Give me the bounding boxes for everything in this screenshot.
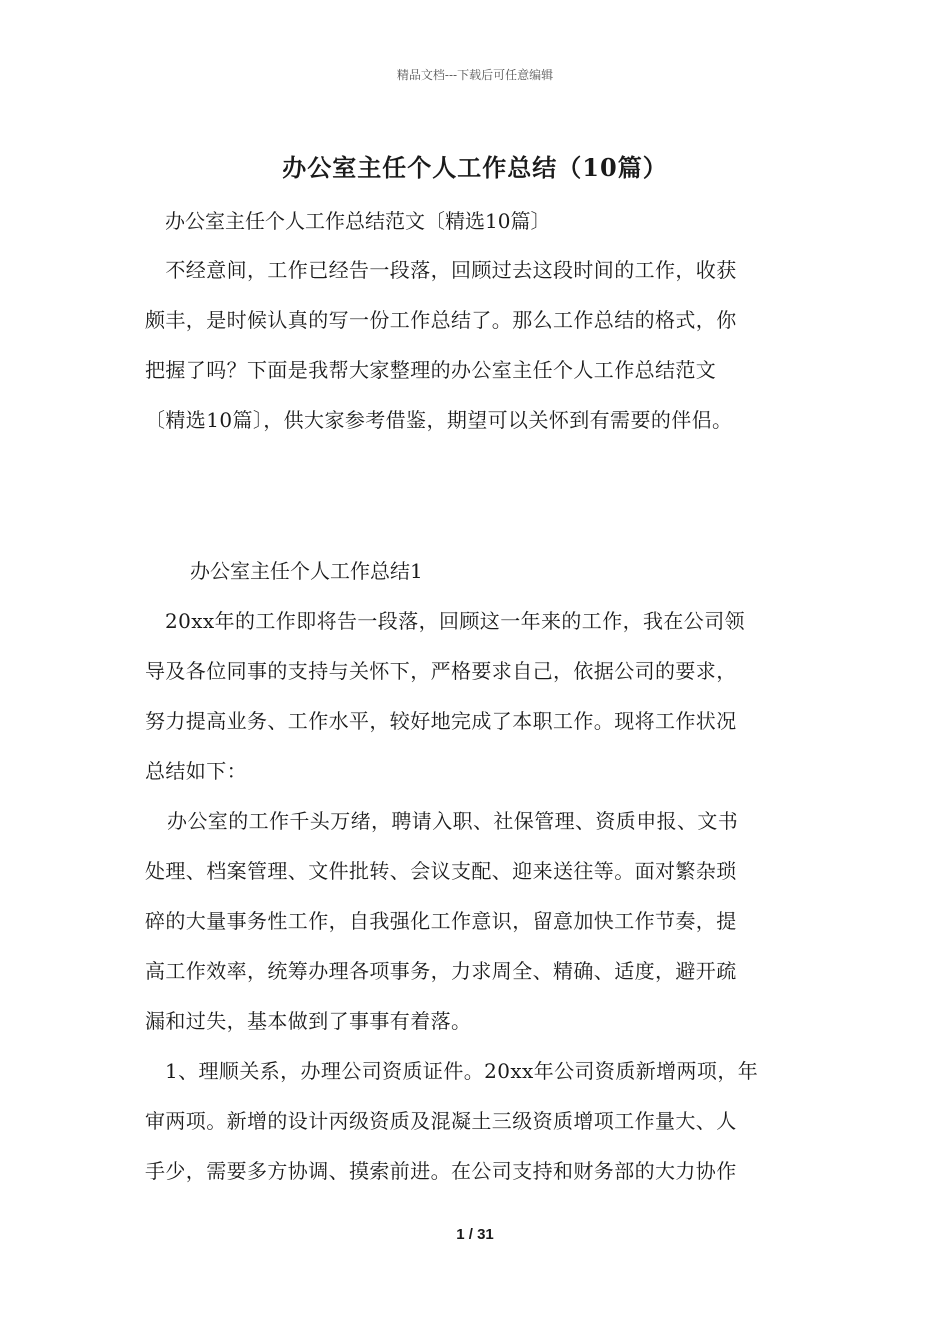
text-line: 导及各位同事的支持与关怀下，严格要求自己，依据公司的要求， — [145, 659, 737, 683]
text-line: 审两项。新增的设计丙级资质及混凝土三级资质增项工作量大、人 — [145, 1109, 737, 1133]
text-line: 手少，需要多方协调、摸索前进。在公司支持和财务部的大力协作 — [145, 1159, 737, 1183]
document-title: 办公室主任个人工作总结（10篇） — [282, 153, 668, 182]
text-line: 高工作效率，统筹办理各项事务，力求周全、精确、适度，避开疏 — [145, 959, 737, 983]
text-line: 颇丰，是时候认真的写一份工作总结了。那么工作总结的格式，你 — [145, 308, 737, 332]
text-line: 1、理顺关系，办理公司资质证件。20xx年公司资质新增两项，年 — [165, 1059, 759, 1083]
text-line: 不经意间，工作已经告一段落，回顾过去这段时间的工作，收获 — [145, 258, 737, 282]
text-line: 办公室的工作千头万绪，聘请入职、社保管理、资质申报、文书 — [167, 809, 739, 833]
text-line: 〔精选10篇〕，供大家参考借鉴，期望可以关怀到有需要的伴侣。 — [145, 408, 733, 432]
page-number: 1 / 31 — [456, 1226, 494, 1243]
text-line: 漏和过失，基本做到了事事有着落。 — [145, 1009, 472, 1033]
text-line: 20xx年的工作即将告一段落，回顾这一年来的工作，我在公司领 — [165, 609, 746, 633]
section-heading: 办公室主任个人工作总结1 — [190, 559, 423, 583]
header-note: 精品文档---下载后可任意编辑 — [396, 68, 554, 82]
text-line: 把握了吗？下面是我帮大家整理的办公室主任个人工作总结范文 — [145, 358, 717, 382]
text-line: 碎的大量事务性工作，自我强化工作意识，留意加快工作节奏，提 — [145, 909, 737, 933]
body-paragraph-3 — [145, 1046, 807, 1196]
body-paragraph-2 — [145, 796, 807, 1046]
text-line: 处理、档案管理、文件批转、会议支配、迎来送往等。面对繁杂琐 — [145, 859, 737, 883]
document-subtitle: 办公室主任个人工作总结范文〔精选10篇〕 — [165, 209, 551, 233]
text-line: 总结如下： — [145, 759, 247, 783]
intro-paragraph — [145, 245, 807, 445]
text-line: 努力提高业务、工作水平，较好地完成了本职工作。现将工作状况 — [145, 709, 737, 733]
body-paragraph-1 — [145, 596, 807, 796]
